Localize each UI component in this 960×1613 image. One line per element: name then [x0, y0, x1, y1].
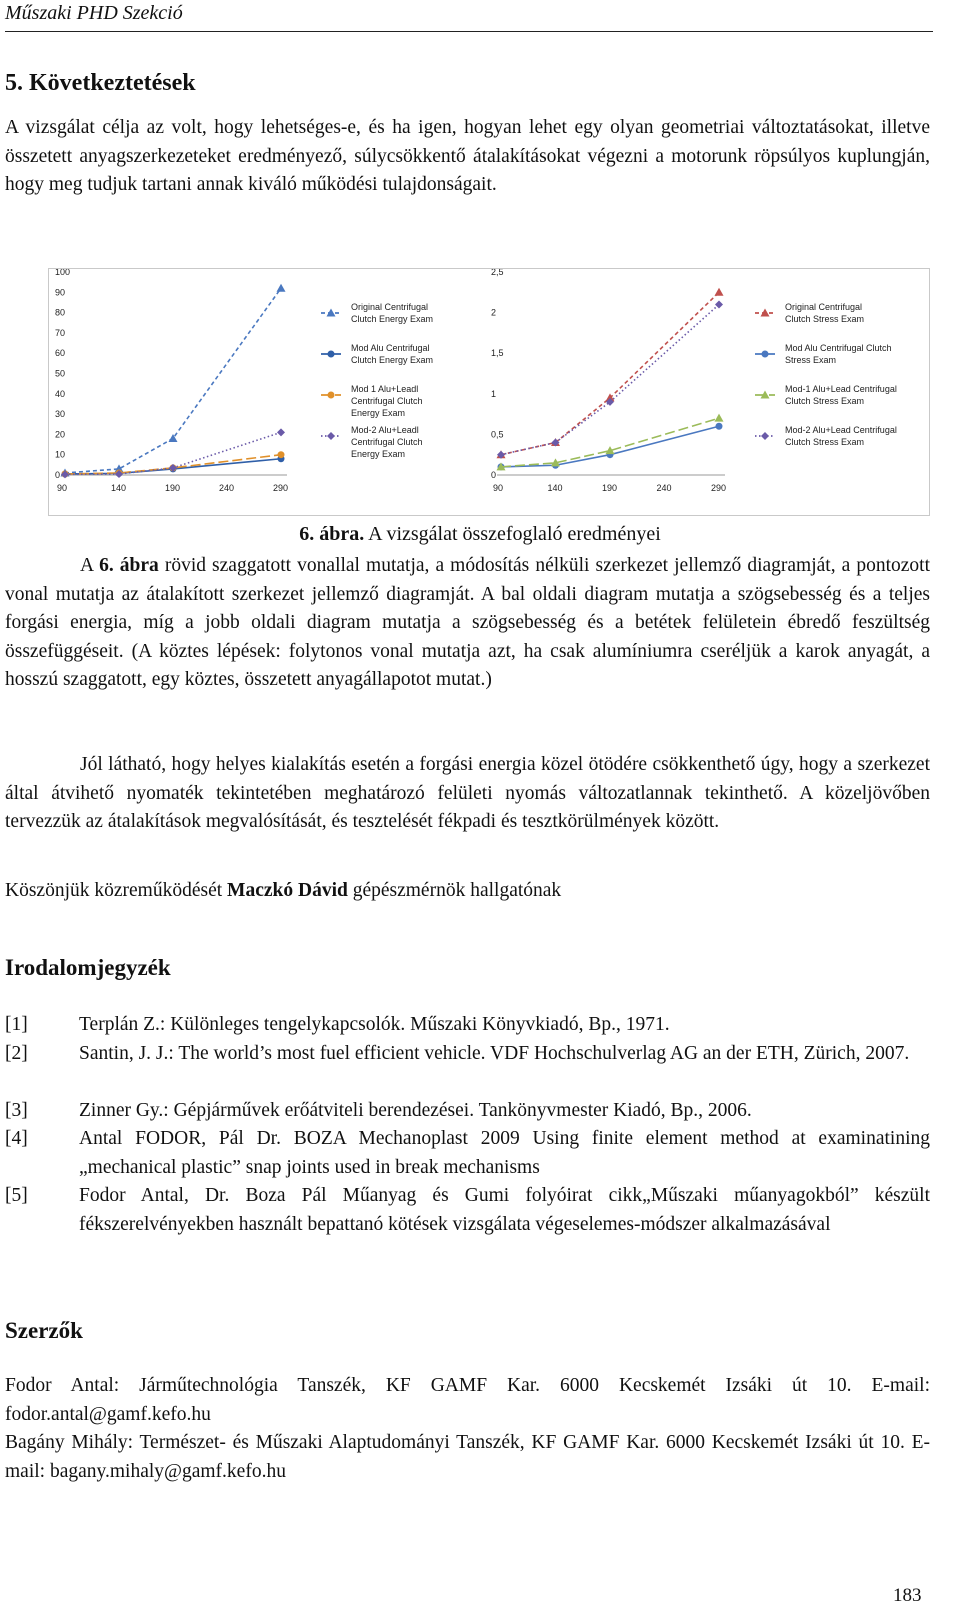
ack-lead: Köszönjük közreműködését: [5, 880, 228, 901]
figure-caption-text: A vizsgálat összefoglaló eredményei: [364, 523, 661, 545]
figure-discussion-paragraph: [5, 552, 930, 695]
legend-label: Clutch Energy Exam: [351, 314, 434, 324]
data-point: [277, 428, 285, 436]
author-2: Bagány Mihály: Természet- és Műszaki Alaptudományi Tanszék, KF GAMF Kar. 6000 Kecskemét Izsáki út 10. E-mail: bagany.mihaly@gamf.kefo.hu: [5, 1432, 930, 1482]
y-tick-label: 1,5: [491, 348, 504, 359]
ack-tail: gépészmérnök hallgatónak: [347, 880, 562, 901]
y-tick-label: 10: [55, 449, 66, 460]
legend-marker: [761, 309, 770, 317]
ack-name: Maczkó Dávid: [227, 880, 348, 901]
y-tick-label: 80: [55, 307, 66, 318]
legend-label: Centrifugal Clutch: [351, 396, 423, 406]
legend-label: Original Centrifugal: [351, 302, 429, 312]
figure-caption: [0, 523, 960, 546]
data-point: [278, 451, 285, 458]
x-tick-label: 90: [493, 483, 504, 493]
legend-marker: [327, 309, 336, 317]
reference-text: Antal FODOR, Pál Dr. BOZA Mechanoplast 2009 Using finite element method at examinatining „mechanical plastic” snap joints used in break mechanisms: [79, 1128, 930, 1178]
y-tick-label: 0: [55, 470, 61, 480]
x-tick-label: 240: [656, 483, 672, 493]
y-tick-label: 2: [491, 307, 497, 318]
x-tick-label: 290: [273, 483, 289, 493]
legend-label: Mod Alu Centrifugal: [351, 343, 430, 353]
reference-text: Fodor Antal, Dr. Boza Pál Műanyag és Gumi folyóirat cikk„Műszaki műanyagokból” készült fékszerelvényekben használt bepattanó kötések vizsgálata végeselemes-módszer alkalmazásával: [79, 1185, 930, 1235]
y-tick-label: 60: [55, 348, 66, 359]
data-point: [61, 470, 69, 478]
legend-label: Mod-2 Alu+Lead Centrifugal: [785, 425, 897, 435]
series-line: [65, 288, 281, 473]
intro-paragraph: A vizsgálat célja az volt, hogy lehetséges-e, és ha igen, hogyan lehet egy olyan geometriai változtatásokat, illetve összetett anyagszerkezeteket eredményező, súlycsökkentő átalakításokat végezni a motorunk röpsúlyos kuplungján, hogy meg tudjuk tartani annak kiváló működési tulajdonságait.: [5, 117, 930, 195]
page-number: 183: [893, 1585, 922, 1606]
y-tick-label: 50: [55, 368, 66, 379]
reference-text: Zinner Gy.: Gépjárművek erőátviteli berendezései. Tankönyvmester Kiadó, Bp., 2006.: [79, 1100, 752, 1121]
reference-number: [5]: [5, 1185, 28, 1206]
series-line: [501, 304, 719, 454]
p1-rest: rövid szaggatott vonallal mutatja, a módosítás nélküli szerkezet jellemző diagramját, a pontozott vonal mutatja az átalakított szerkezet jellemző diagramját. A bal oldali diagram mutatja a szögsebesség és a teljes forgási energia, míg a jobb oldali diagram mutatja a szögsebesség és a betétek felületein ébredő feszültség összefüggéseit. (A köztes lépések: folytonos vonal mutatja azt, ha csak alumíniumra cseréljük a karok anyagát, a hosszú szaggatott, egy köztes, összetett anyagállapotot mutat.): [5, 555, 931, 690]
running-title: Műszaki PHD Szekció: [5, 2, 183, 24]
p1-figure-ref: 6. ábra: [99, 555, 159, 576]
author-1: Fodor Antal: Járműtechnológia Tanszék, KF GAMF Kar. 6000 Kecskemét Izsáki út 10. E-mail: fodor.antal@gamf.kefo.hu: [5, 1375, 930, 1425]
y-tick-label: 0,5: [491, 429, 504, 440]
x-tick-label: 290: [711, 483, 727, 493]
y-tick-label: 1: [491, 388, 497, 399]
reference-text: Santin, J. J.: The world’s most fuel efficient vehicle. VDF Hochschulverlag AG an der ETH, Zürich, 2007.: [79, 1043, 910, 1064]
figure-caption-label: 6. ábra.: [299, 523, 365, 545]
legend-label: Mod 1 Alu+Leadl: [351, 384, 419, 394]
reference-number: [1]: [5, 1014, 28, 1035]
x-tick-label: 140: [547, 483, 563, 493]
running-header: [5, 0, 933, 32]
x-tick-label: 240: [219, 483, 235, 493]
reference-number: [3]: [5, 1100, 28, 1121]
conclusion-paragraph: Jól látható, hogy helyes kialakítás esetén a forgási energia közel ötödére csökkenthető úgy, hogy a szerkezet által átvihető nyomaték tekintetében meghatározó felületi nyomás változatlannak tekinthető. A közeljövőben tervezzük az átalakítások megvalósítását, és tesztelését fékpadi és tesztkörülmények között.: [5, 754, 930, 832]
y-tick-label: 0: [491, 470, 497, 480]
figure-6: [48, 268, 930, 516]
legend-label: Clutch Stress Exam: [785, 437, 865, 447]
legend-label: Mod Alu Centrifugal Clutch: [785, 343, 892, 353]
legend-marker: [762, 351, 769, 358]
y-tick-label: 40: [55, 388, 66, 399]
series-line: [501, 418, 719, 467]
legend-label: Energy Exam: [351, 449, 406, 459]
x-tick-label: 190: [602, 483, 618, 493]
acknowledgement: [5, 877, 930, 906]
authors-title: Szerzők: [5, 1318, 83, 1343]
series-line: [501, 292, 719, 454]
legend-label: Centrifugal Clutch: [351, 437, 423, 447]
references-title: Irodalomjegyzék: [5, 955, 171, 980]
reference-number: [2]: [5, 1043, 28, 1064]
p1-lead: A: [80, 555, 100, 576]
data-point: [716, 423, 723, 430]
data-point: [715, 300, 723, 308]
reference-text: Terplán Z.: Különleges tengelykapcsolók. Műszaki Könyvkiadó, Bp., 1971.: [79, 1014, 670, 1035]
y-tick-label: 20: [55, 429, 66, 440]
section-title: 5. Következtetések: [5, 70, 196, 96]
y-tick-label: 30: [55, 409, 66, 420]
legend-label: Mod-2 Alu+Leadl: [351, 425, 419, 435]
x-tick-label: 190: [165, 483, 181, 493]
y-tick-label: 100: [55, 269, 71, 277]
x-tick-label: 140: [111, 483, 127, 493]
legend-marker: [328, 351, 335, 358]
y-tick-label: 70: [55, 327, 66, 338]
data-point: [715, 414, 724, 422]
legend-label: Clutch Energy Exam: [351, 355, 434, 365]
legend-marker: [761, 432, 769, 440]
y-tick-label: 90: [55, 287, 66, 298]
legend-label: Energy Exam: [351, 408, 406, 418]
x-tick-label: 90: [57, 483, 68, 493]
legend-label: Clutch Stress Exam: [785, 314, 865, 324]
data-point: [277, 284, 286, 292]
legend-marker: [328, 392, 335, 399]
legend-label: Mod-1 Alu+Lead Centrifugal: [785, 384, 897, 394]
legend-label: Original Centrifugal: [785, 302, 863, 312]
legend-label: Clutch Stress Exam: [785, 396, 865, 406]
y-tick-label: 2,5: [491, 269, 504, 277]
figure-charts: [49, 269, 929, 515]
reference-number: [4]: [5, 1128, 28, 1149]
legend-label: Stress Exam: [785, 355, 837, 365]
legend-marker: [327, 432, 335, 440]
data-point: [715, 288, 724, 296]
